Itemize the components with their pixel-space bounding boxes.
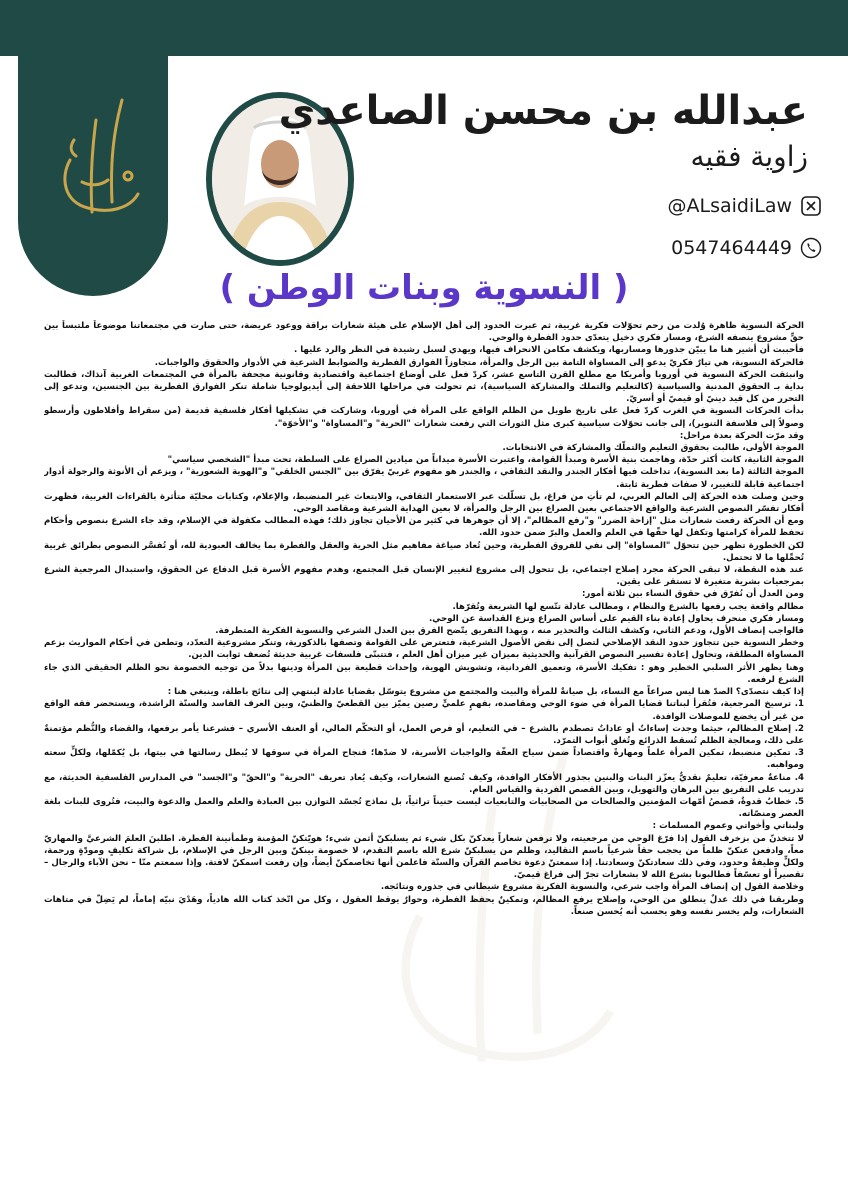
- article-paragraph: ومن العدل أن نُفرّق في حقوق النساء بين ثلاثة أمور:: [581, 589, 804, 600]
- author-name: عبدالله بن محسن الصاعدي: [278, 88, 808, 134]
- article-paragraph: وطريقنا في ذلك عدلٌ ينطلق من الوحي، وإصلاح يرفع المظالم، وتمكينٌ يحفظ الفطرة، وحوارٌ يوقظ العقول ، وكل من اتّخذ كتاب الله هادياً، وهَدْيَ نبيّه إماماً، لم يَضِلّ في متاهات الشعارات، ولم يخسر نفسه وهو يحسب أنه يُحسن صنعاً.: [44, 894, 804, 917]
- article-paragraph: 5. خطابٌ قدوةٌ، قصصُ أمّهات المؤمنين والصالحات من الصحابيات والتابعيات ليست حنيناً تراثياً، بل نماذج تُجسّد التوازن بين العبادة والعلم والعمل والدعوة والبيت، فتُروى للبنات بلغة العصر ومنصّاته.: [44, 796, 804, 820]
- article-paragraph: لكن الخطورة تظهر حين تتحوّل "المساواة" إلى نفي للفروق الفطرية، وحين تُعاد صياغة مفاهيم مثل الحرية والعقل والفطرة بما يخالف العبودية لله، أو تُفسَّر النصوص بطرائق غربية تُحمِّلها ما لا تحتمل.: [44, 540, 804, 563]
- article-paragraph: وخطر النسوية حين تتجاوز حدود النقد الإصلاحي لتصل إلى نقض الأصول الشرعية، فتعترض على القوامة وتصفها بالذكورية، وتنكر مشروعية التعدّد، وتطعن في أحكام المواريث بزعم المساواة المطلقة، وتحاول إعادة تفسير النصوص القرآنية والحديثية بميزان غير ميزان أهل العلم ، فتتبنّى فلسفات غربية حديثة تُضعف ثوابت الدين.: [44, 638, 804, 661]
- phone-row: [671, 237, 822, 259]
- phone-icon: [800, 237, 822, 259]
- article-paragraph: 4. مناعةٌ معرفيّة، تعليمٌ نقديٌّ يعزّز البنات والبنين بجذور الأفكار الوافدة، وكيف تُصنع الشعارات، وكيف يُعاد تعريف "الحرية" و"الحقّ" و"الجسد" في المدارس الفلسفية الحديثة، مع تدريب على التفريق بين البرهان والتهويل، وبين القصص الفردية والقياس العام.: [44, 772, 804, 795]
- article-paragraph: وانبثقت الحركة النسوية في أوروبا وأمريكا مع مطلع القرن التاسع عشر، كردّ فعل على أوضاع اجتماعية واقتصادية وقانونية مجحفة بالمرأة في المجتمعات الغربية آنذاك، فطالبت بداية بـ الحقوق المدنية والسياسية (كالتعليم والتملك والمشاركة السياسية)، ثم تحولت في مراحلها اللاحقة إلى أيديولوجيا شاملة تنكر الفوارق الفطرية بين الجنسين، وتدعو إلى التحرر من كل قيد دينيّ أو قيميّ أو أسريّ.: [44, 369, 804, 405]
- article-paragraph: ولبناتي وأخواتي وعموم المسلمات :: [652, 821, 804, 832]
- article-paragraph: 3. تمكين منضبط، تمكين المرأة علماً ومهارةً واقتصاداً ضمن سياج العفّة والواجبات الأسرية، لا ضدّها؛ فنجاح المرأة في سوقها لا يُبطل رسالتها في بيتها، بل يُكمّلها، ولكلٍّ سعته ومواهبه.: [44, 748, 804, 771]
- article-paragraph: وهنا يظهر الأثر السلبي الخطير وهو : تفكيك الأسرة، وتعميق الفردانية، وتشويش الهوية، وإحداث قطيعة بين المرأة ودينها بدلاً من توجيه الخصومة نحو الظلم الحقيقي الذي جاء الشرع لرفعه.: [44, 662, 804, 685]
- article-paragraph: الموجة الثانية، كانت أكثر حدّة، وهاجمت بنية الأسرة ومبدأ القوامة، واعتبرت الأسرة ميداناً من ميادين الصراع على السلطة، تحت مبدأ "الشخصي سياسي": [167, 455, 804, 466]
- article-paragraph: فالواجب إنصاف الأول، ودعم الثاني، وكشف الثالث والتحذير منه ، وبهذا التفريق يتّضح الفرق بين العدل الشرعي والنسوية الفكرية المتطرفة.: [215, 626, 804, 637]
- article-paragraph: الموجة الثالثة (ما بعد النسوية)، تداخلت فيها أفكار الجندر والنقد الثقافي ، والجندر هو مفهوم غربيّ يفرّق بين "الجنس الخلقي" و"الهوية الشعورية" ، ويزعم أن الأنوثة والرجولة أدوار اجتماعية قابلة للتغيير، لا صفات فطرية ثابتة.: [44, 467, 804, 490]
- article-paragraph: وخلاصة القول إن إنصاف المرأة واجب شرعي، والنسوية الفكرية مشروع شيطاني في جذوره ونتائجه.: [380, 882, 804, 893]
- article-paragraph: وحين وصلت هذه الحركة إلى العالم العربي، لم تأتِ من فراغ، بل تسلّلت عبر الاستعمار الثقافي، والابتعاث غير المنضبط، والإعلام، وكتابات محليّة متأثرة بالقراءات الغربية، فظهرت أفكار تفسّر النصوص الشرعية والواقع الاجتماعي بعين الصراع بين الرجل والمرأة، لا بعين الهداية الشرعية ومقاصد الوحي.: [44, 491, 804, 515]
- article-paragraph: إذا كيف نتصدّى؟ الصدّ هنا ليس صراعاً مع النساء، بل صيانةٌ للمرأة والبيت والمجتمع من مشروع يتوسّل بقضايا عادلة لينتهي إلى نتائج باطلة، وينبغي هنا :: [167, 687, 804, 698]
- article-paragraph: فالحركة النسوية، هي تيارٌ فكريّ يدعو إلى المساواة التامة بين الرجل والمرأة، متجاوزاً الفوارق الفطرية والضوابط الشرعية في الأدوار والحقوق والواجبات.: [154, 357, 804, 368]
- article-paragraph: 1. ترسيخ المرجعية، فتُقرأ لبناتنا قضايا المرأة في ضوء الوحي ومقاصده، بفهمٍ علميٍّ رصين يميّز بين القطعيّ والظنيّ، وبين العرف الفاسد والسنّة الراشدة، ويستحضر فقه الواقع من غير أن يخضع للموصلات الوافدة.: [44, 699, 804, 722]
- article-paragraph: فأحببت أن أشير هنا ما يبيّن جذورها ومساربها، ويكشف مكامن الانحراف فيها، ويهدي لسبل رشيدة في النظر والرد عليها .: [293, 345, 804, 356]
- phone-number[interactable]: 0547464449: [671, 237, 792, 259]
- article-paragraph: لا تتخذنّ من بزخرف القول إذا فرّغ الوحي من مرجعيته، ولا ترفعن شعاراً يعدكنّ بكل شيء ثم يسلبكنّ أثمن شيء؛ هويّتكنّ المؤمنة وطمأنينة الفطرة. اطلبنَ العلمَ الشرعيَّ والمهاريّ معاً، وادفعن عنكنّ ظلماً من يحجب حقاً شرعياً باسم التقاليد، وظلم من يسلبكنّ شرع الله باسم التقدم، لا خصومة بينكنّ وبين الرجل في الإسلام، بل شراكة تكليفٍ ومودّةٍ ورحمة، ولكلٍّ وظيفةٌ وحدود، وفي ذلك سعادتكنّ وسعادتنا. إذا سمعتنّ دعوة تخاصم القرآن والسنّة فاعلمن أنها تخاصمكنّ أيضاً، وإن رفعت اسمكنّ لافتة. وإذا سمعتم منّا – نحن الآباء والرجال – تقصيراً أو تعسّفاً فطالبونا بشرع الله لا بشعارات تجرّ إلى فراغ قيميّ.: [44, 833, 804, 881]
- article-paragraph: وقد مرّت الحركة بعدة مراحل:: [679, 430, 804, 441]
- x-logo-icon: [800, 195, 822, 217]
- article-paragraph: مظالم واقعة يجب رفعها بالشرع والنظام ، ومطالب عادلة تتّسع لها الشريعة وتُقرّها.: [452, 601, 804, 612]
- article-paragraph: 2. إصلاح المظالم، حيثما وجدت إساءاتٌ أو عاداتٌ تصطدم بالشرع – في التعليم، أو فرص العمل، أو التحكّم المالي، أو العنف الأسري – فشرعنا يأمر برفعها، والقضاء والنُّظم مؤتمنةٌ على ذلك، ومعالجة الظلم تُسقط الذرائع وتُغلق أبواب التمرّد.: [44, 723, 804, 746]
- article-paragraph: الموجة الأولى، طالبت بحقوق التعليم والتملّك والمشاركة في الانتخابات.: [502, 443, 804, 454]
- article-paragraph: الحركة النسوية ظاهرة وُلدت من رحم تحوّلات فكرية غربية، ثم عبرت الحدود إلى أهل الإسلام على هيئة شعارات براقة ووعود عريضة، حتى صارت في مجتمعاتنا موضوعاً ملتبساً بين حقٍّ مشروع ينصفه الشرع، ومسار فكري دخيل يتعدّى حدود الفطرة والوحي.: [44, 321, 804, 344]
- social-handle[interactable]: @ALsaidiLaw: [667, 195, 792, 217]
- calligraphy-logo-icon: [30, 90, 160, 240]
- article-body: [44, 320, 804, 1190]
- article-paragraph: بدأت الحركات النسوية في الغرب كردّ فعل على تاريخ طويل من الظلم الواقع على المرأة في أوروبا، وشاركت في تشكيلها أفكار فلسفية قديمة (من سقراط وأفلاطون وأرسطو وصولاً إلى فلاسفة التنوير)، إلى جانب تحوّلات سياسية كبرى مثل الثورات التي رفعت شعارات "الحرية" و"المساواة" و"الأخوّة".: [44, 406, 804, 429]
- article-paragraph: عند هذه النقطة، لا تبقى الحركة مجرد إصلاح اجتماعي، بل تتحول إلى مشروع لتغيير الإنسان قبل المجتمع، وهدم مفهوم الأسرة قبل الدفاع عن الحقوق، واستبدال المرجعية الشرع بمرجعيات بشرية متغيرة لا تستقر على يقين.: [44, 565, 804, 588]
- column-name: زاوية فقيه: [690, 140, 808, 173]
- article-paragraph: ومع أن الحركة رفعت شعارات مثل "إزاحة الضرر" و"رفع المظالم"، إلا أن جوهرها في كثير من الأحيان تجاوز ذلك؛ فهذه المطالب مكفولة في الإسلام، وقد جاء الشرع بنصوص وأحكام تحفظ للمرأة كرامتها وتكفل لها حقّها في العلم والعمل والبرّ ضمن حدود الله.: [44, 516, 804, 539]
- social-handle-row: [667, 195, 822, 217]
- article-title: ( النسوية وبنات الوطن ): [219, 268, 629, 308]
- article-paragraph: ومسار فكري منحرف يحاول إعادة بناء القيم على أساس الصراع ونزع القداسة عن الوحي.: [429, 613, 804, 624]
